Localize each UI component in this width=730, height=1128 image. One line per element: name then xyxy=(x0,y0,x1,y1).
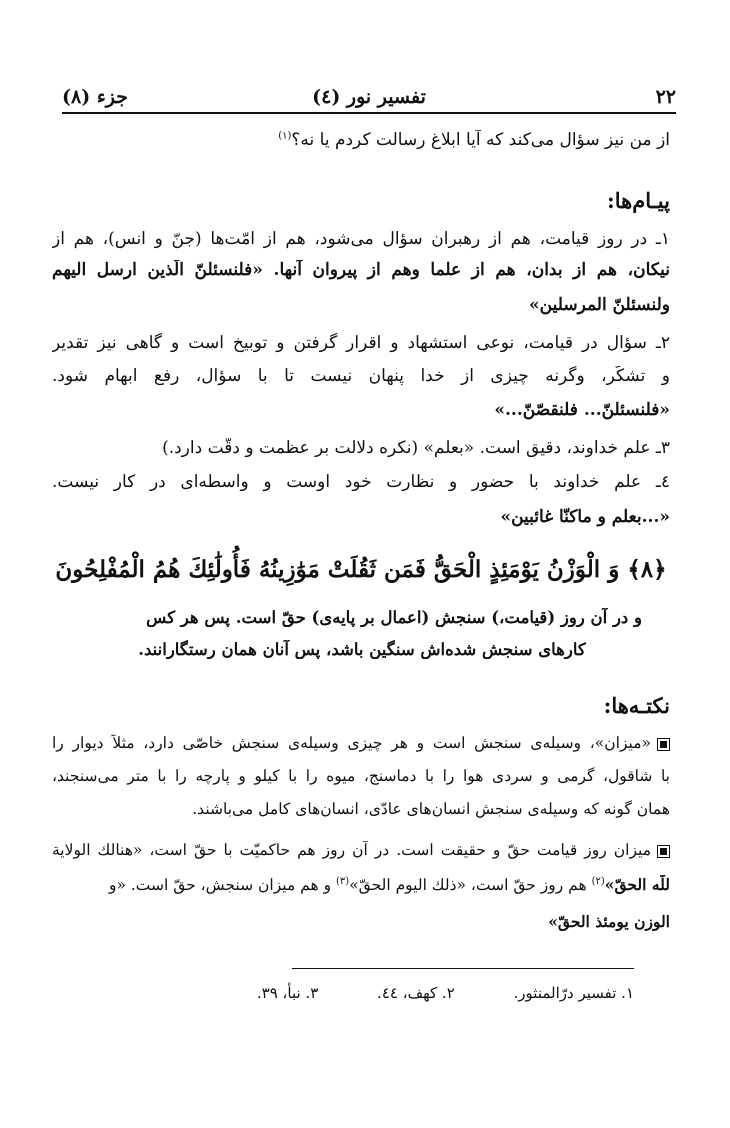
verse-translation-2: کارهای سنجش شده‌اش سنگین باشد، پس آنان همان رستگارانند. xyxy=(138,640,586,659)
message-item-1-quote: ولنسئلنّ المرسلین» xyxy=(529,295,670,315)
message-item-4: ٤ـ علم خداوند با حضور و نظارت خود اوست و واسطه‌ای در کار نیست. xyxy=(52,472,670,492)
intro-line: از من نیز سؤال می‌کند که آیا ابلاغ رسالت کردم یا نه؟$^{(۱)}$ xyxy=(278,130,670,150)
point-2-cont: للّه الحقّ»$^{(۲)}$ هم روز حقّ است، «ذلك الیوم الحقّ»$^{(۳)}$ و هم میزانِ سنجش، حقّ است. «و xyxy=(108,875,670,894)
footnote-ref: (۱) xyxy=(278,130,292,142)
message-item-2: ۲ـ سؤال در قیامت، نوعی استشهاد و اقرار گرفتن و توبیخ است و گاهی نیز تقدیر xyxy=(52,333,670,353)
footnote-ref: (۳) xyxy=(336,875,350,887)
square-bullet-icon xyxy=(657,845,670,858)
message-item-1: ۱ـ در روز قیامت، هم از رهبران سؤال می‌شود، هم از امّت‌ها (جنّ و انس)، هم از xyxy=(52,229,670,249)
message-item-3: ۳ـ علم خداوند، دقیق است. «بعلم» (نکره دلالت بر عظمت و دقّت دارد.) xyxy=(162,438,670,458)
footnote-1: ۱. تفسیر درّالمنثور. xyxy=(513,984,634,1002)
point-1: «میزان»، وسیله‌ی سنجش است و هر چیزی وسیله‌ی سنجش خاصّی دارد، مثلاً دیوار را xyxy=(52,734,670,752)
footnote-divider xyxy=(292,968,634,969)
square-bullet-icon xyxy=(657,738,670,751)
verse-translation-1: و در آن روز (قیامت،) سنجش (اعمال بر پایه‌ی) حقّ است. پس هر کس xyxy=(146,608,642,627)
quran-verse: ﴿۸﴾ وَ الْوَزْنُ يَوْمَئِذٍ الْحَقُّ فَمَن ثَقُلَتْ مَوَٰزِينُهُ فَأُولَٰئِكَ هُمُ الْمُفْلِحُونَ xyxy=(55,556,667,583)
juz-label: جزء (۸) xyxy=(62,86,128,108)
book-title: تفسیر نور (٤) xyxy=(312,86,426,108)
message-item-4-quote: «...بعلم و ماکنّا غائبین» xyxy=(500,507,670,527)
footnote-ref: (۲) xyxy=(591,875,605,887)
message-item-2-quote: «فلنسئلنّ... فلنقصّنّ...» xyxy=(494,400,670,420)
page-number: ۲۲ xyxy=(655,86,676,108)
message-item-1-cont: نیکان، هم از بدان، هم از علما وهم از پیروان آنها. «فلنسئلنّ الّذین ارسل الیهم xyxy=(52,260,670,280)
footnotes xyxy=(114,984,634,1002)
point-2-quote: الوزن یومئذ الحقّ» xyxy=(548,912,670,931)
point-1-cont: با شاقول، گرمی و سردی هوا را با دماسنج، میوه را با کیلو و پارچه را با متر می‌سنجند، xyxy=(52,767,670,785)
page-header xyxy=(62,82,676,114)
point-2: میزانِ روز قیامت حقّ و حقیقت است. در آن روز هم حاکمیّت با حقّ است، «هنالك الولایة xyxy=(52,841,670,859)
point-1-end: همان گونه که وسیله‌ی سنجش انسان‌های عادّی، انسان‌های کامل می‌باشند. xyxy=(192,800,670,818)
points-heading: نکتـه‌ها: xyxy=(603,693,670,718)
messages-heading: پیـام‌ها: xyxy=(607,188,670,213)
footnote-3: ۳. نبأ، ۳۹. xyxy=(256,984,319,1002)
footnote-2: ۲. کهف، ٤٤. xyxy=(377,984,455,1002)
message-item-2-cont: و تشکّر، وگرنه چیزی از خدا پنهان نیست تا با سؤال، رفع ابهام شود. xyxy=(52,366,670,386)
